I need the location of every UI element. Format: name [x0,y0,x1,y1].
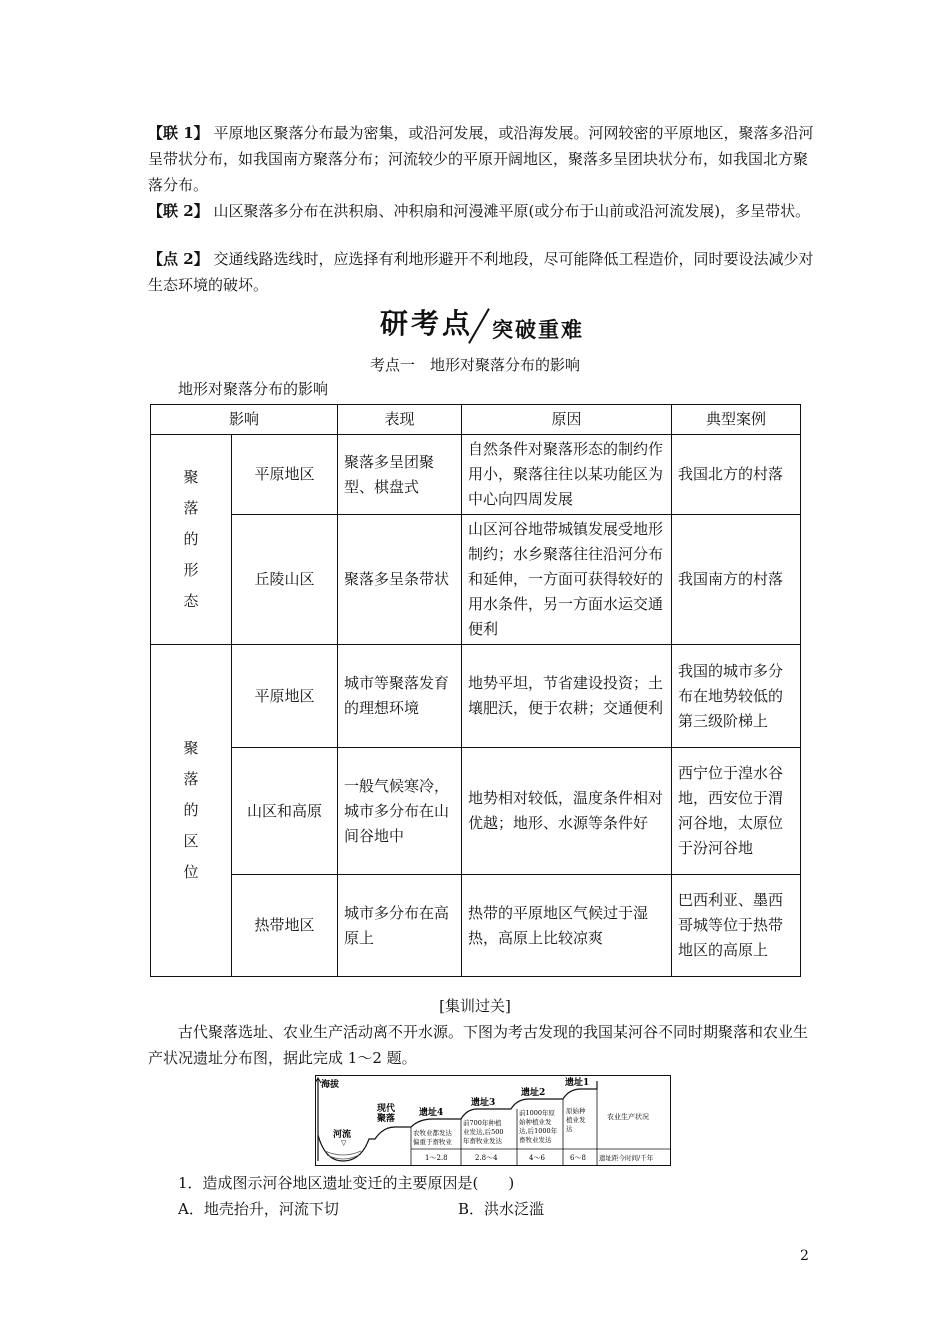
farm-text: 始种植业发 [519,1118,552,1126]
farm-text: 原始种 [566,1107,586,1115]
paragraph-dian2 [148,246,820,298]
river-triangle-icon: ▽ [341,1139,347,1147]
table-header-row [151,405,801,435]
time-header: 遗址距今时间/千年 [599,1154,654,1162]
valley-profile-diagram [315,1075,671,1167]
question-stem: 1．造成图示河谷地区遗址变迁的主要原因是( ) [178,1174,515,1192]
show-cell: 聚落多呈条带状 [338,515,462,645]
table-row [151,645,801,748]
case-cell: 巴西利亚、墨西哥城等位于热带地区的高原上 [672,875,801,977]
header-influence: 影响 [151,405,338,435]
farm-text: 植业发 [566,1116,586,1124]
group-location-cell [151,645,232,977]
text-lian1: 平原地区聚落分布最为密集，或沿河发展，或沿海发展。河网较密的平原地区，聚落多沿河呈带状分布，如我国南方聚落分布；河流较少的平原开阔地区，聚落多呈团块状分布，如我国北方聚落分布。 [148,124,814,194]
farm-header: 农业生产状况 [607,1113,649,1121]
page-number: 2 [800,1248,809,1264]
table-caption: 地形对聚落分布的影响 [178,380,329,398]
farm-text: 达,后1000年 [519,1127,558,1135]
reason-cell: 热带的平原地区气候过于湿热，高原上比较凉爽 [462,875,672,977]
area-cell: 平原地区 [232,435,338,515]
group-location-label: 聚落的区位 [183,739,199,881]
site-label: 遗址1 [565,1078,590,1088]
group-form-cell [151,435,232,645]
farm-text: 偏重于畜牧业 [413,1138,452,1146]
header-case: 典型案例 [672,405,801,435]
show-cell: 一般气候寒冷，城市多分布在山间谷地中 [338,748,462,875]
reason-cell: 山区河谷地带城镇发展受地形制约；水乡聚落往往沿河分布和延伸，一方面可获得较好的用水条件，另一方面水运交通便利 [462,515,672,645]
practice-title: [集训过关] [439,997,511,1015]
river-label: 河流 [333,1130,352,1140]
axis-label: 海拔 [321,1080,340,1090]
site-label: 遗址3 [471,1098,496,1108]
option-a: A．地壳抬升，河流下切 [178,1200,339,1218]
header-reason: 原因 [462,405,672,435]
area-cell: 热带地区 [232,875,338,977]
text-lian2: 山区聚落多分布在洪积扇、冲积扇和河漫滩平原(或分布于山前或沿河流发展)，多呈带状。 [208,202,811,220]
farm-text: 年畜牧业发达 [463,1137,502,1145]
reason-cell: 地势相对较低，温度条件相对优越；地形、水源等条件好 [462,748,672,875]
farm-text: 农牧业都发达 [413,1129,452,1137]
text-dian2: 交通线路选线时，应选择有利地形避开不利地段，尽可能降低工程造价，同时要设法减少对生态环境的破坏。 [148,250,814,294]
tag-lian2: 【联 2】 [148,202,209,220]
reason-cell: 地势平坦，节省建设投资；土壤肥沃，便于农耕；交通便利 [462,645,672,748]
show-cell: 城市多分布在高原上 [338,875,462,977]
table-row [151,875,801,977]
farm-text: 达 [566,1125,573,1133]
option-b: B．洪水泛滥 [458,1200,545,1218]
banner-main-text: 研考点 [380,307,474,340]
time-value: 4～6 [529,1154,545,1162]
section-title: 考点一 地形对聚落分布的影响 [369,356,580,374]
case-cell: 西宁位于湟水谷地，西安位于渭河谷地，太原位于汾河谷地 [672,748,801,875]
tag-dian2: 【点 2】 [148,250,209,268]
modern-label-1: 现代 [377,1104,396,1114]
case-cell: 我国的城市多分布在地势较低的第三级阶梯上 [672,645,801,748]
time-value: 2.8～4 [475,1154,498,1162]
farm-text: 前700年种植 [463,1119,502,1127]
practice-intro: 古代聚落选址、农业生产活动离不开水源。下图为考古发现的我国某河谷不同时期聚落和农业生产状况遗址分布图，据此完成 1～2 题。 [148,1023,809,1067]
case-cell: 我国南方的村落 [672,515,801,645]
farm-text: 畜牧业发达 [519,1136,552,1144]
valley-sites-figure [315,1075,671,1167]
table-row [151,748,801,875]
time-value: 1～2.8 [425,1154,448,1162]
area-cell: 平原地区 [232,645,338,748]
tag-lian1: 【联 1】 [148,124,209,142]
reason-cell: 自然条件对聚落形态的制约作用小，聚落往往以某功能区为中心向四周发展 [462,435,672,515]
show-cell: 城市等聚落发育的理想环境 [338,645,462,748]
area-cell: 丘陵山区 [232,515,338,645]
section-banner [380,300,610,344]
group-form-label: 聚落的形态 [183,468,199,610]
site-label: 遗址4 [419,1108,444,1118]
farm-text: 前1000年原 [519,1109,556,1117]
table-row [151,515,801,645]
farm-text: 业发达,后500 [463,1128,504,1136]
case-cell: 我国北方的村落 [672,435,801,515]
show-cell: 聚落多呈团聚型、棋盘式 [338,435,462,515]
header-show: 表现 [338,405,462,435]
settlement-table [150,404,801,977]
paragraph-lian2 [148,198,820,224]
banner-sub-text: 突破重难 [492,318,584,342]
modern-label-2: 聚落 [377,1114,396,1124]
site-label: 遗址2 [521,1088,546,1098]
table-row [151,435,801,515]
area-cell: 山区和高原 [232,748,338,875]
paragraph-lian1 [148,120,820,198]
time-value: 6～8 [570,1154,586,1162]
